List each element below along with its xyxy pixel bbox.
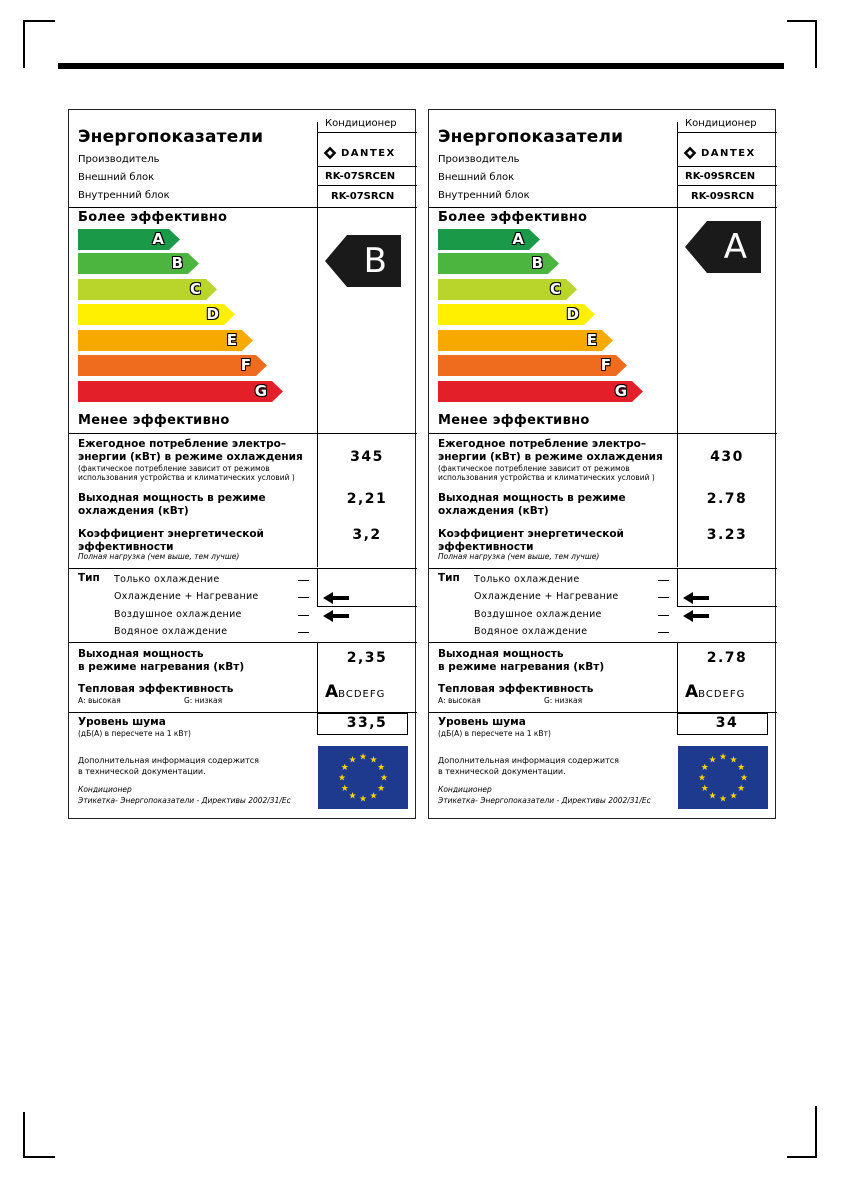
crop-mark-bottom-left-h [23, 1156, 55, 1158]
crop-mark-top-right-v [815, 20, 817, 68]
energy-class-letter: C [549, 280, 561, 298]
indoor-model: RK-07SRCN [331, 191, 395, 202]
consumption-value: 430 [710, 449, 744, 465]
energy-class-letter: B [531, 254, 543, 272]
category-label: Кондиционер [685, 118, 757, 129]
type-option: Водяное охлаждение [114, 626, 228, 637]
energy-class-letter: A [152, 230, 164, 248]
cooling-power-title-2: охлаждения (кВт) [438, 505, 549, 517]
svg-text:★: ★ [708, 755, 717, 766]
eer-title-2: эффективности [438, 541, 534, 553]
heat-efficiency-title: Тепловая эффективность [438, 683, 594, 695]
heat-efficiency-other-classes: BCDEFG [338, 689, 386, 700]
noise-value: 33,5 [346, 715, 388, 731]
more-efficient-heading: Более эффективно [78, 210, 228, 225]
noise-title: Уровень шума [438, 716, 526, 728]
outdoor-unit-label: Внешний блок [78, 172, 155, 183]
eer-value: 3,2 [352, 527, 382, 543]
energy-class-letter: G [614, 382, 627, 400]
crop-mark-top-left-h [23, 20, 55, 22]
type-label: Тип [78, 572, 100, 584]
svg-text:★: ★ [739, 773, 749, 784]
less-efficient-heading: Менее эффективно [78, 413, 230, 428]
consumption-note-2: использования устройства и климатических условий ) [78, 473, 295, 482]
footer-line-2: Этикетка- Энергопоказатели - Директивы 2002/31/Ec [78, 796, 291, 805]
energy-class-letter: E [226, 331, 237, 349]
heat-efficiency-other-classes: BCDEFG [698, 689, 746, 700]
energy-class-value: A [723, 227, 747, 267]
heating-power-value: 2.78 [706, 650, 748, 666]
energy-class-letter: C [189, 280, 201, 298]
energy-class-letter: D [566, 305, 579, 323]
energy-class-letter: F [600, 356, 611, 374]
heat-efficiency-high: А: высокая [78, 696, 121, 705]
svg-text:★: ★ [708, 791, 717, 802]
outdoor-model: RK-07SRCEN [325, 171, 396, 182]
eer-title-1: Коэффициент энергетической [78, 528, 264, 540]
svg-text:★: ★ [718, 794, 728, 805]
eer-note: Полная нагрузка (чем выше, тем лучше) [438, 552, 600, 561]
crop-mark-bottom-right-v [815, 1106, 817, 1158]
indoor-unit-label: Внутренний блок [78, 190, 170, 201]
type-option: Охлаждение + Нагревание [114, 591, 259, 602]
cooling-power-value: 2,21 [346, 491, 388, 507]
type-option-dash [658, 615, 669, 616]
info-line-2: в технической документации. [78, 767, 206, 776]
brand-logo [683, 146, 756, 160]
cooling-power-title-1: Выходная мощность в режиме [78, 492, 266, 504]
eer-title-2: эффективности [78, 541, 174, 553]
svg-text:★: ★ [729, 755, 738, 766]
svg-text:★: ★ [369, 755, 378, 766]
type-option: Водяное охлаждение [474, 626, 588, 637]
svg-text:★: ★ [737, 763, 746, 773]
svg-text:★: ★ [340, 763, 349, 773]
less-efficient-heading: Менее эффективно [438, 413, 590, 428]
eer-note: Полная нагрузка (чем выше, тем лучше) [78, 552, 240, 561]
svg-text:★: ★ [700, 763, 709, 773]
footer-line-1: Кондиционер [78, 785, 132, 794]
consumption-note-1: (фактическое потребление зависит от режимов [78, 464, 270, 473]
type-option-dash [658, 580, 669, 581]
svg-text:★: ★ [737, 784, 746, 794]
type-option-dash [298, 632, 309, 633]
crop-mark-top-right-h [787, 20, 817, 22]
energy-class-letter: A [512, 230, 524, 248]
heat-efficiency-class: A [325, 682, 339, 702]
brand-diamond-icon [683, 146, 697, 160]
heat-efficiency-scale [685, 682, 745, 702]
svg-text:★: ★ [348, 755, 357, 766]
svg-text:★: ★ [358, 794, 368, 805]
cooling-power-title-2: охлаждения (кВт) [78, 505, 189, 517]
consumption-note-1: (фактическое потребление зависит от режимов [438, 464, 630, 473]
noise-value: 34 [715, 715, 739, 731]
energy-label [68, 109, 416, 819]
manufacturer-label: Производитель [438, 154, 520, 165]
heat-efficiency-low: G: низкая [184, 696, 223, 705]
energy-class-letter: E [586, 331, 597, 349]
heating-power-title-2: в режиме нагревания (кВт) [438, 661, 605, 673]
svg-text:★: ★ [337, 773, 347, 784]
type-selected-arrow-icon [683, 610, 709, 622]
svg-text:★: ★ [369, 791, 378, 802]
eu-flag-icon [318, 746, 408, 809]
consumption-value: 345 [350, 449, 384, 465]
info-line-2: в технической документации. [438, 767, 566, 776]
outdoor-unit-label: Внешний блок [438, 172, 515, 183]
type-option-dash [658, 597, 669, 598]
footer-line-2: Этикетка- Энергопоказатели - Директивы 2002/31/Ec [438, 796, 651, 805]
cooling-power-title-1: Выходная мощность в режиме [438, 492, 626, 504]
svg-text:★: ★ [377, 763, 386, 773]
heat-efficiency-title: Тепловая эффективность [78, 683, 234, 695]
energy-class-letter: B [171, 254, 183, 272]
type-option: Только охлаждение [474, 574, 580, 585]
footer-line-1: Кондиционер [438, 785, 492, 794]
type-option: Воздушное охлаждение [114, 609, 242, 620]
noise-note: (дБ(А) в пересчете на 1 кВт) [78, 729, 191, 738]
heat-efficiency-scale [325, 682, 385, 702]
heating-power-title-1: Выходная мощность [78, 648, 204, 660]
outdoor-model: RK-09SRCEN [685, 171, 756, 182]
category-label: Кондиционер [325, 118, 397, 129]
svg-text:★: ★ [700, 784, 709, 794]
type-option: Воздушное охлаждение [474, 609, 602, 620]
consumption-title-1: Ежегодное потребление электро– [438, 438, 647, 450]
svg-text:★: ★ [718, 752, 728, 763]
info-line-1: Дополнительная информация содержится [78, 756, 259, 765]
type-option-dash [658, 632, 669, 633]
indoor-unit-label: Внутренний блок [438, 190, 530, 201]
eu-flag-icon [678, 746, 768, 809]
crop-mark-bottom-right-h [787, 1156, 817, 1158]
svg-text:★: ★ [729, 791, 738, 802]
heating-power-value: 2,35 [346, 650, 388, 666]
svg-text:★: ★ [340, 784, 349, 794]
consumption-note-2: использования устройства и климатических условий ) [438, 473, 655, 482]
svg-text:★: ★ [697, 773, 707, 784]
type-option: Охлаждение + Нагревание [474, 591, 619, 602]
heat-efficiency-high: А: высокая [438, 696, 481, 705]
noise-title: Уровень шума [78, 716, 166, 728]
energy-class-letter: F [240, 356, 251, 374]
type-selected-arrow-icon [323, 610, 349, 622]
label-title: Энергопоказатели [438, 127, 624, 147]
eer-value: 3.23 [706, 527, 748, 543]
heat-efficiency-class: A [685, 682, 699, 702]
energy-class-letter: G [254, 382, 267, 400]
type-selected-arrow-icon [683, 592, 709, 604]
info-line-1: Дополнительная информация содержится [438, 756, 619, 765]
svg-text:★: ★ [377, 784, 386, 794]
brand-diamond-icon [323, 146, 337, 160]
svg-text:★: ★ [379, 773, 389, 784]
energy-label [428, 109, 776, 819]
cooling-power-value: 2.78 [706, 491, 748, 507]
consumption-title-1: Ежегодное потребление электро– [78, 438, 287, 450]
heating-power-title-1: Выходная мощность [438, 648, 564, 660]
crop-mark-top-left-v [23, 20, 25, 68]
type-selected-arrow-icon [323, 592, 349, 604]
svg-text:★: ★ [348, 791, 357, 802]
energy-class-value: B [363, 241, 387, 281]
manufacturer-label: Производитель [78, 154, 160, 165]
type-option-dash [298, 597, 309, 598]
type-option-dash [298, 580, 309, 581]
heating-power-title-2: в режиме нагревания (кВт) [78, 661, 245, 673]
heat-efficiency-low: G: низкая [544, 696, 583, 705]
type-option: Только охлаждение [114, 574, 220, 585]
consumption-title-2: энергии (кВт) в режиме охлаждения [78, 451, 303, 463]
header-rule [58, 63, 784, 69]
crop-mark-bottom-left-v [23, 1112, 25, 1158]
eer-title-1: Коэффициент энергетической [438, 528, 624, 540]
label-title: Энергопоказатели [78, 127, 264, 147]
noise-note: (дБ(А) в пересчете на 1 кВт) [438, 729, 551, 738]
brand-name: DANTEX [341, 147, 396, 159]
type-label: Тип [438, 572, 460, 584]
brand-logo [323, 146, 396, 160]
type-option-dash [298, 615, 309, 616]
indoor-model: RK-09SRCN [691, 191, 755, 202]
consumption-title-2: энергии (кВт) в режиме охлаждения [438, 451, 663, 463]
brand-name: DANTEX [701, 147, 756, 159]
svg-text:★: ★ [358, 752, 368, 763]
energy-class-letter: D [206, 305, 219, 323]
more-efficient-heading: Более эффективно [438, 210, 588, 225]
